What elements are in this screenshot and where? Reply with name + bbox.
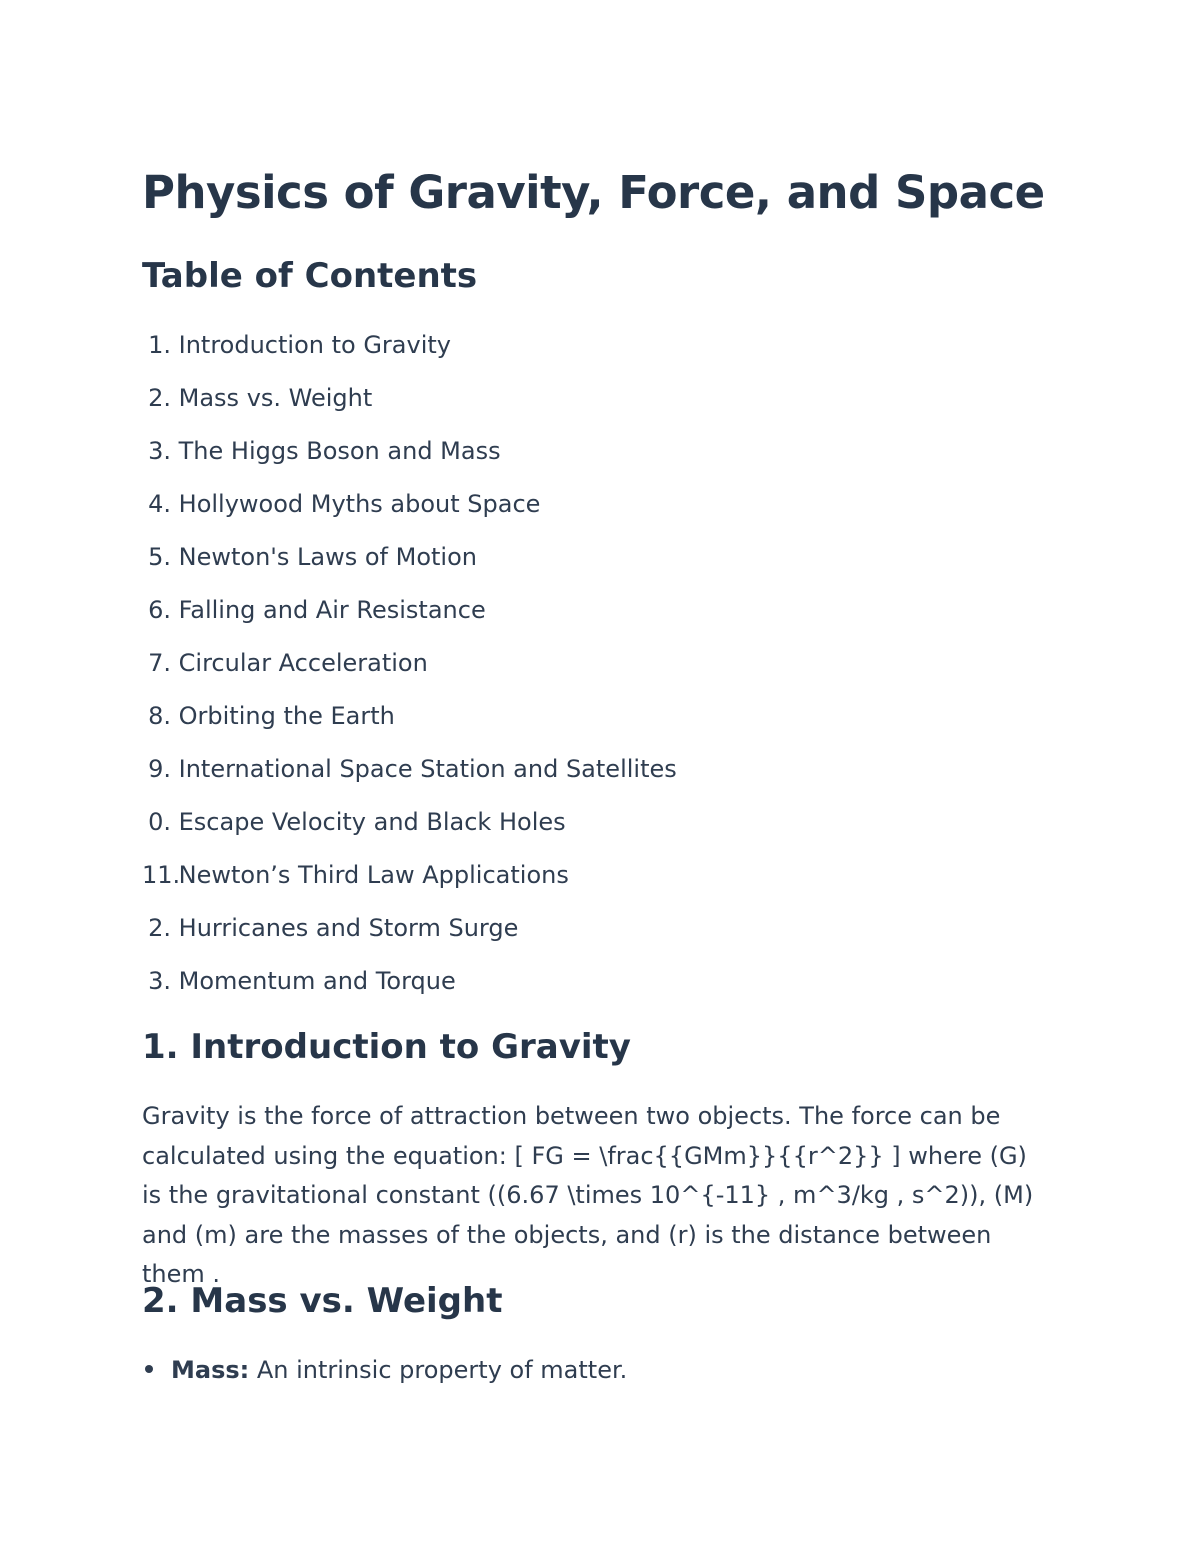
toc-label: Orbiting the Earth: [178, 702, 395, 730]
section-paragraph: Gravity is the force of attraction between two objects. The force can be calculated using the equation: [ FG = \frac{{GMm}}{{r^2}} ] where (G) is the gravitational constant ((6.67 \times 10^{-11} , m^3/kg , s^2)), (M) and (m) are the masses of the objects, and (r) is the distance between them .: [142, 1102, 1034, 1288]
section-heading-mass-vs-weight: 2. Mass vs. Weight: [142, 1281, 503, 1321]
toc-label: Hollywood Myths about Space: [178, 490, 541, 518]
toc-item: [142, 593, 677, 646]
toc-number: 3.: [148, 967, 171, 995]
section-heading-introduction-to-gravity: 1. Introduction to Gravity: [142, 1027, 631, 1067]
toc-number: 3.: [148, 437, 171, 465]
table-of-contents: [142, 328, 677, 1017]
toc-number: 6.: [148, 596, 171, 624]
bullet-term: Mass:: [171, 1356, 250, 1384]
toc-label: Escape Velocity and Black Holes: [178, 808, 566, 836]
toc-label: Introduction to Gravity: [178, 331, 451, 359]
toc-item: [142, 646, 677, 699]
toc-item: [142, 752, 677, 805]
toc-label: Hurricanes and Storm Surge: [178, 914, 519, 942]
toc-label: Mass vs. Weight: [178, 384, 373, 412]
toc-number: 2.: [148, 914, 171, 942]
toc-number: 9.: [148, 755, 171, 783]
toc-number: 1.: [148, 331, 171, 359]
bullet-dot-icon: [145, 1365, 153, 1373]
toc-item: [142, 911, 677, 964]
toc-number: 0.: [148, 808, 171, 836]
toc-item: [142, 487, 677, 540]
toc-number: 4.: [148, 490, 171, 518]
toc-number: 2.: [148, 384, 171, 412]
toc-label: Newton’s Third Law Applications: [178, 861, 569, 889]
toc-label: Circular Acceleration: [178, 649, 428, 677]
toc-label: Newton's Laws of Motion: [178, 543, 477, 571]
toc-item: [142, 434, 677, 487]
toc-label: International Space Station and Satellites: [178, 755, 677, 783]
toc-label: The Higgs Boson and Mass: [178, 437, 501, 465]
bullet-list: [142, 1351, 627, 1389]
toc-label: Falling and Air Resistance: [178, 596, 486, 624]
toc-number: 11.: [142, 861, 181, 889]
toc-item: [142, 540, 677, 593]
toc-item: [142, 328, 677, 381]
toc-number: 7.: [148, 649, 171, 677]
toc-heading: Table of Contents: [142, 256, 478, 296]
bullet-text: An intrinsic property of matter.: [249, 1356, 628, 1384]
toc-item: [142, 964, 677, 1017]
toc-item: [142, 699, 677, 752]
toc-number: 8.: [148, 702, 171, 730]
toc-number: 5.: [148, 543, 171, 571]
bullet-item: [142, 1351, 627, 1389]
toc-item: [142, 805, 677, 858]
toc-label: Momentum and Torque: [178, 967, 456, 995]
toc-item: [142, 858, 677, 911]
document-title: Physics of Gravity, Force, and Space: [142, 166, 1045, 219]
toc-item: [142, 381, 677, 434]
